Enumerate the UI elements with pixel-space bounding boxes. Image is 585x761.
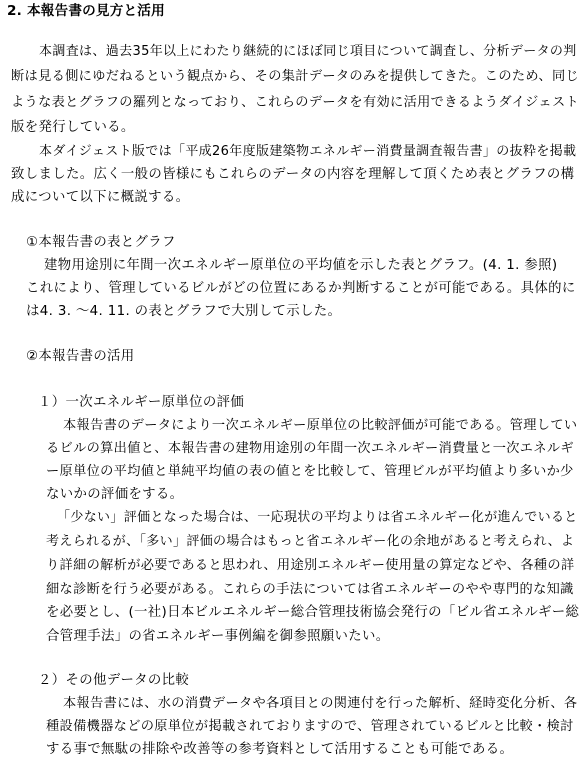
section-title: 2. 本報告書の見方と活用 xyxy=(7,3,165,19)
sub1-line-6: 考えられるが、「多い」評価の場合はもっと省エネルギー化の余地があると考えられ、よ xyxy=(46,534,575,549)
part1-line-3: は4. 3. ～4. 11. の表とグラフで大別して示した。 xyxy=(26,304,342,319)
sub2-heading: ２）その他データの比較 xyxy=(38,673,190,688)
sub2-line-3: する事で無駄の排除や改善等の参考資料として活用することも可能である。 xyxy=(46,742,514,757)
sub1-line-2: るビルの算出値と、本報告書の建物用途別の年間一次エネルギー消費量と一次エネルギ xyxy=(46,441,574,456)
intro-line-4: 版を発行している。 xyxy=(11,120,135,135)
intro-line-7: 成について以下に概説する。 xyxy=(11,190,190,205)
part1-line-1: 建物用途別に年間一次エネルギー原単位の平均値を示した表とグラフ。(4. 1. 参照) xyxy=(44,258,558,273)
intro-line-2: 断は見る側にゆだねるという観点から、その集計データのみを提供してきた。このため、同じ xyxy=(11,69,580,84)
part1-heading: ①本報告書の表とグラフ xyxy=(26,235,176,250)
part1-line-2: これにより、管理しているビルがどの位置にあるか判断することが可能である。具体的に xyxy=(26,281,576,296)
intro-line-3: ような表とグラフの羅列となっており、これらのデータを有効に活用できるようダイジェスト xyxy=(11,95,580,110)
sub1-line-1: 本報告書のデータにより一次エネルギー原単位の比較評価が可能である。管理してい xyxy=(63,418,578,433)
sub2-line-1: 本報告書には、水の消費データや各項目との関連付を行った解析、経時変化分析、各 xyxy=(63,696,578,711)
sub2-line-2: 種設備機器などの原単位が掲載されておりますので、管理されているビルと比較・検討 xyxy=(46,719,574,734)
sub1-line-3: ー原単位の平均値と単純平均値の表の値とを比較して、管理ビルが平均値より多いか少 xyxy=(46,464,574,479)
sub1-line-4: ないかの評価をする。 xyxy=(46,487,184,502)
part2-heading: ②本報告書の活用 xyxy=(26,349,135,364)
sub1-line-10: 合管理手法」の省エネルギー事例編を御参照願いたい。 xyxy=(46,629,390,644)
sub1-line-5: 「少ない」評価となった場合は、一応現状の平均よりは省エネルギー化が進んでいると xyxy=(57,510,578,525)
intro-line-1: 本調査は、過去35年以上にわたり継続的にほぼ同じ項目について調査し、分析データの判 xyxy=(39,44,577,59)
intro-line-6: 致しました。広く一般の皆様にもこれらのデータの内容を理解して頂くため表とグラフの構 xyxy=(11,167,575,182)
sub1-line-7: り詳細の解析が必要であると思われ、用途別エネルギー使用量の算定などや、各種の詳 xyxy=(46,558,575,573)
sub1-line-9: を必要とし、(一社)日本ビルエネルギー総合管理技術協会発行の「ビル省エネルギー総 xyxy=(46,605,580,620)
sub1-heading: １）一次エネルギー原単位の評価 xyxy=(38,395,245,410)
intro-line-5: 本ダイジェスト版では「平成26年度版建築物エネルギー消費量調査報告書」の抜粋を掲載 xyxy=(39,144,577,159)
sub1-line-8: 細な診断を行う必要がある。これらの手法については省エネルギーのやや専門的な知識 xyxy=(46,582,574,597)
